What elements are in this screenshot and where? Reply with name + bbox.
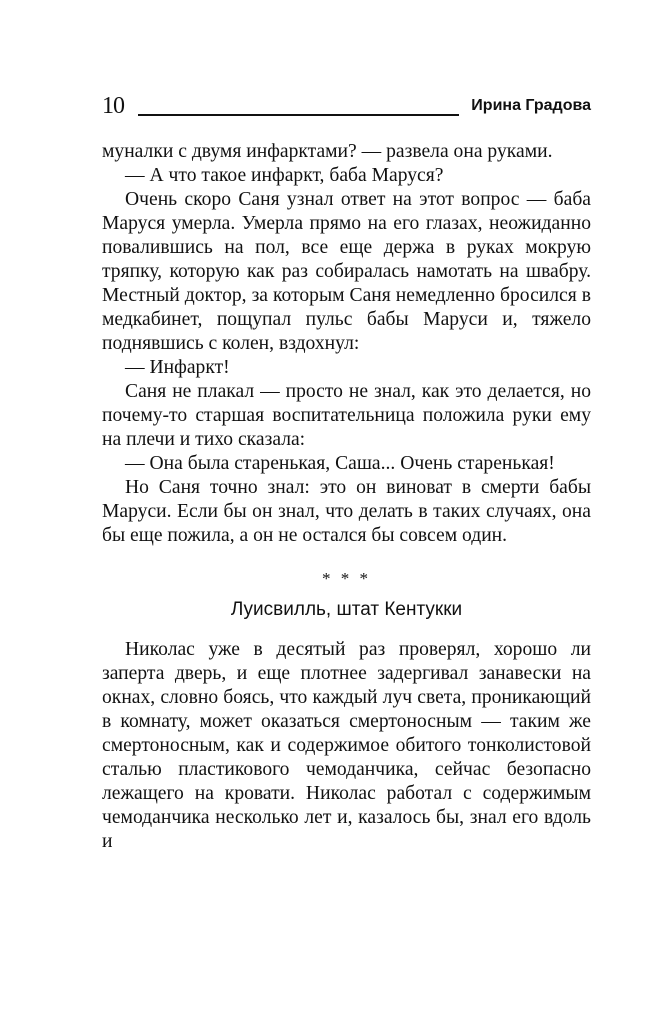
book-page (102, 92, 591, 854)
page-header (102, 92, 591, 122)
paragraph: — Она была старенькая, Саша... Очень старенькая! (125, 453, 555, 474)
paragraph: — Инфаркт! (125, 357, 230, 378)
paragraph: Очень скоро Саня узнал ответ на этот вопрос — баба Маруся умерла. Умерла прямо на его глазах, неожиданно повалившись на пол, все еще держа в руках мокрую тряпку, которую как раз собиралась намотать на швабру. Местный доктор, за которым Саня немедленно бросился в медкабинет, пощупал пульс бабы Маруси и, тяжело поднявшись с колен, вздохнул: (102, 189, 591, 354)
section-body-text (102, 638, 591, 854)
section-title: Луисвилль, штат Кентукки (230, 599, 463, 620)
running-head-author: Ирина Градова (471, 97, 591, 114)
header-rule (138, 114, 459, 116)
paragraph: Но Саня точно знал: это он виноват в смерти бабы Маруси. Если бы он знал, что делать в таких случаях, она бы еще пожила, а он не остался бы совсем один. (102, 477, 591, 546)
paragraph: Саня не плакал — просто не знал, как это делается, но почему-то старшая воспитательница положила руки ему на плечи и тихо сказала: (102, 381, 591, 450)
section-separator: * * * (322, 569, 371, 588)
paragraph: муналки с двумя инфарктами? — развела она руками. (102, 141, 553, 162)
page-number: 10 (102, 93, 124, 119)
paragraph: Николас уже в десятый раз проверял, хорошо ли заперта дверь, и еще плотнее задергивал занавески на окнах, словно боясь, что каждый луч света, проникающий в комнату, может оказаться смертоносным — таким же смертоносным, как и содержимое обитого тонколистовой сталью пластикового чемоданчика, сейчас безопасно лежащего на кровати. Николас работал с содержимым чемоданчика несколько лет и, казалось бы, знал его вдоль и (102, 639, 591, 852)
body-text (102, 140, 591, 548)
paragraph: — А что такое инфаркт, баба Маруся? (125, 165, 444, 186)
